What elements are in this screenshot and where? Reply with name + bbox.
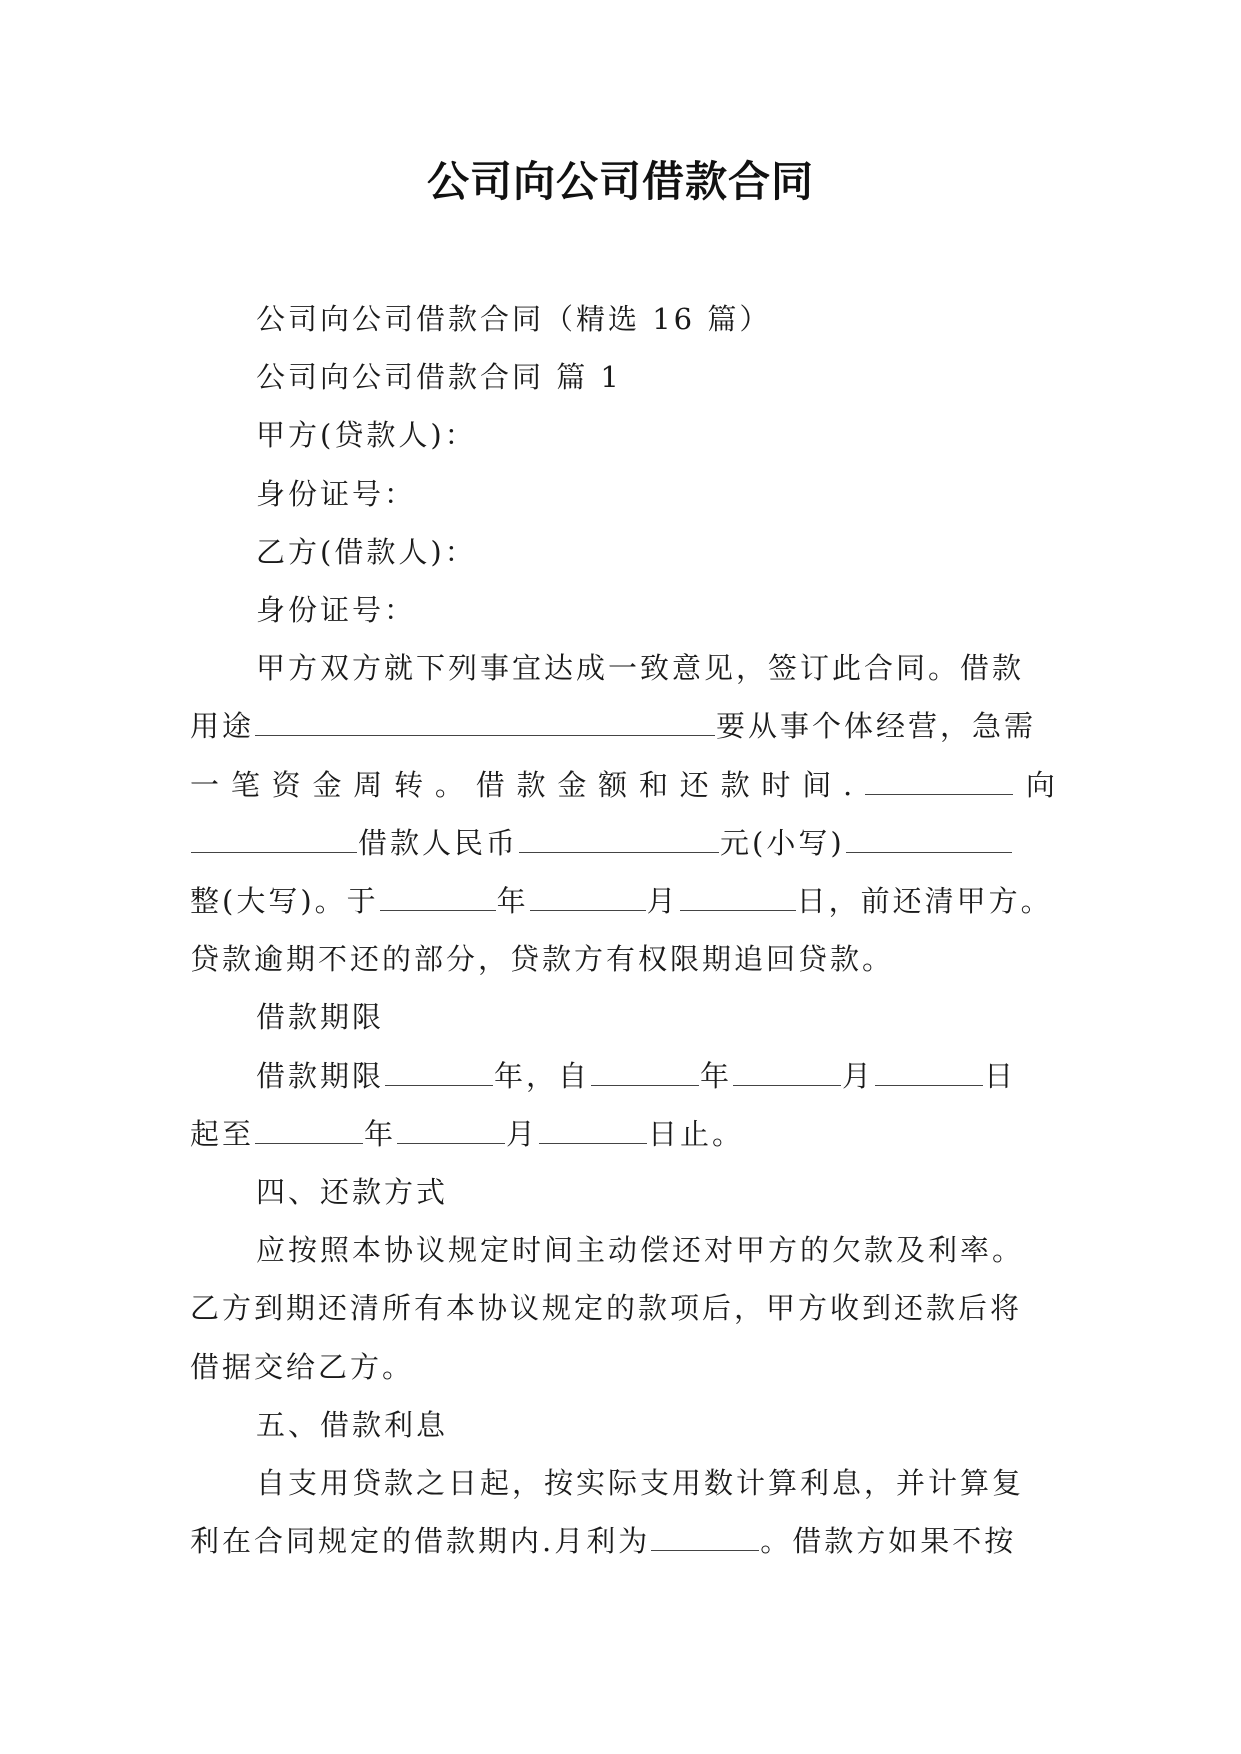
term-years-blank bbox=[385, 1059, 493, 1086]
interest-line-2 bbox=[190, 1512, 1055, 1570]
document-body bbox=[190, 290, 1055, 1570]
text-fragment: 年 bbox=[496, 884, 529, 919]
loan-term-line-1 bbox=[190, 1047, 1055, 1105]
text-char: 额 bbox=[598, 767, 628, 802]
text-fragment: 月 bbox=[842, 1058, 875, 1093]
text-fragment: 。借款方如果不按 bbox=[760, 1524, 1017, 1559]
text-fragment: 月 bbox=[646, 884, 679, 919]
text-fragment: 起至 bbox=[190, 1116, 255, 1151]
end-year-blank bbox=[255, 1117, 363, 1144]
start-year-blank bbox=[591, 1059, 699, 1086]
text-char: . bbox=[843, 767, 853, 802]
loan-term-line-2 bbox=[190, 1105, 1055, 1163]
text-char: 和 bbox=[638, 767, 668, 802]
agreement-paragraph-line-3 bbox=[190, 756, 1055, 814]
section-heading-1: 公司向公司借款合同 篇 1 bbox=[256, 360, 622, 395]
subtitle-line: 公司向公司借款合同（精选 16 篇） bbox=[256, 302, 772, 336]
text-char: 转 bbox=[394, 767, 424, 802]
agreement-paragraph-line-2 bbox=[190, 697, 1055, 755]
end-month-blank bbox=[397, 1117, 505, 1144]
party-b-id-label: 身份证号： bbox=[256, 593, 417, 628]
text-char: 间 bbox=[802, 767, 832, 802]
repayment-line-2: 乙方到期还清所有本协议规定的款项后，甲方收到还款后将 bbox=[190, 1291, 1023, 1326]
text-fragment: 日止。 bbox=[648, 1116, 745, 1151]
end-day-blank bbox=[539, 1117, 647, 1144]
month-blank bbox=[530, 884, 646, 911]
text-fragment: 年 bbox=[364, 1116, 397, 1151]
text-fragment: 日 bbox=[984, 1058, 1017, 1093]
text-char: 时 bbox=[761, 767, 791, 802]
party-a-label: 甲方(贷款人)： bbox=[256, 418, 477, 453]
text-char: 资 bbox=[271, 767, 301, 802]
interest-line-1: 自支用贷款之日起，按实际支用数计算利息，并计算复 bbox=[256, 1466, 1025, 1501]
text-fragment: 借款人民币 bbox=[358, 825, 519, 860]
interest-heading: 五、借款利息 bbox=[256, 1407, 449, 1442]
loan-term-heading: 借款期限 bbox=[256, 1000, 385, 1035]
text-fragment: 月 bbox=[506, 1116, 539, 1151]
agreement-paragraph-line-5 bbox=[190, 872, 1055, 930]
text-fragment: 用途 bbox=[190, 709, 255, 744]
repayment-line-1: 应按照本协议规定时间主动偿还对甲方的欠款及利率。 bbox=[256, 1233, 1025, 1268]
text-char: 款 bbox=[720, 767, 750, 802]
text-fragment: 年 bbox=[700, 1058, 733, 1093]
text-fragment: 利在合同规定的借款期内.月利为 bbox=[190, 1524, 651, 1559]
text-fragment: 年，自 bbox=[494, 1058, 591, 1093]
year-blank bbox=[380, 884, 496, 911]
lender-blank bbox=[865, 768, 1013, 795]
agreement-paragraph-line-4 bbox=[190, 814, 1055, 872]
text-char: 借 bbox=[475, 767, 505, 802]
party-a-id-label: 身份证号： bbox=[256, 476, 417, 511]
agreement-paragraph-line-1: 甲方双方就下列事宜达成一致意见，签订此合同。借款 bbox=[256, 651, 1025, 686]
day-blank bbox=[680, 884, 796, 911]
purpose-blank bbox=[255, 709, 715, 736]
start-day-blank bbox=[875, 1059, 983, 1086]
text-char: 一 bbox=[190, 767, 220, 802]
monthly-rate-blank bbox=[651, 1524, 759, 1551]
text-char: 款 bbox=[516, 767, 546, 802]
text-fragment: 要从事个体经营，急需 bbox=[716, 709, 1037, 744]
text-char: 笔 bbox=[230, 767, 260, 802]
text-fragment: 元(小写) bbox=[720, 825, 845, 860]
text-char: 金 bbox=[557, 767, 587, 802]
document-title: 公司向公司借款合同 bbox=[426, 157, 814, 206]
repayment-line-3: 借据交给乙方。 bbox=[190, 1349, 415, 1384]
text-fragment: 日，前还清甲方。 bbox=[796, 884, 1053, 919]
text-fragment: 借款期限 bbox=[256, 1058, 385, 1093]
text-char: 还 bbox=[679, 767, 709, 802]
text-char: 周 bbox=[353, 767, 383, 802]
repayment-heading: 四、还款方式 bbox=[256, 1175, 449, 1210]
text-char: 。 bbox=[434, 767, 464, 802]
agreement-paragraph-line-6: 贷款逾期不还的部分，贷款方有权限期追回贷款。 bbox=[190, 942, 895, 977]
amount-words-blank bbox=[846, 826, 1012, 853]
amount-numeric-blank bbox=[519, 826, 719, 853]
party-b-label: 乙方(借款人)： bbox=[256, 534, 477, 569]
borrower-blank bbox=[191, 826, 357, 853]
start-month-blank bbox=[733, 1059, 841, 1086]
text-fragment: 整(大写)。于 bbox=[190, 884, 379, 919]
text-char: 金 bbox=[312, 767, 342, 802]
text-char: 向 bbox=[1025, 767, 1055, 802]
